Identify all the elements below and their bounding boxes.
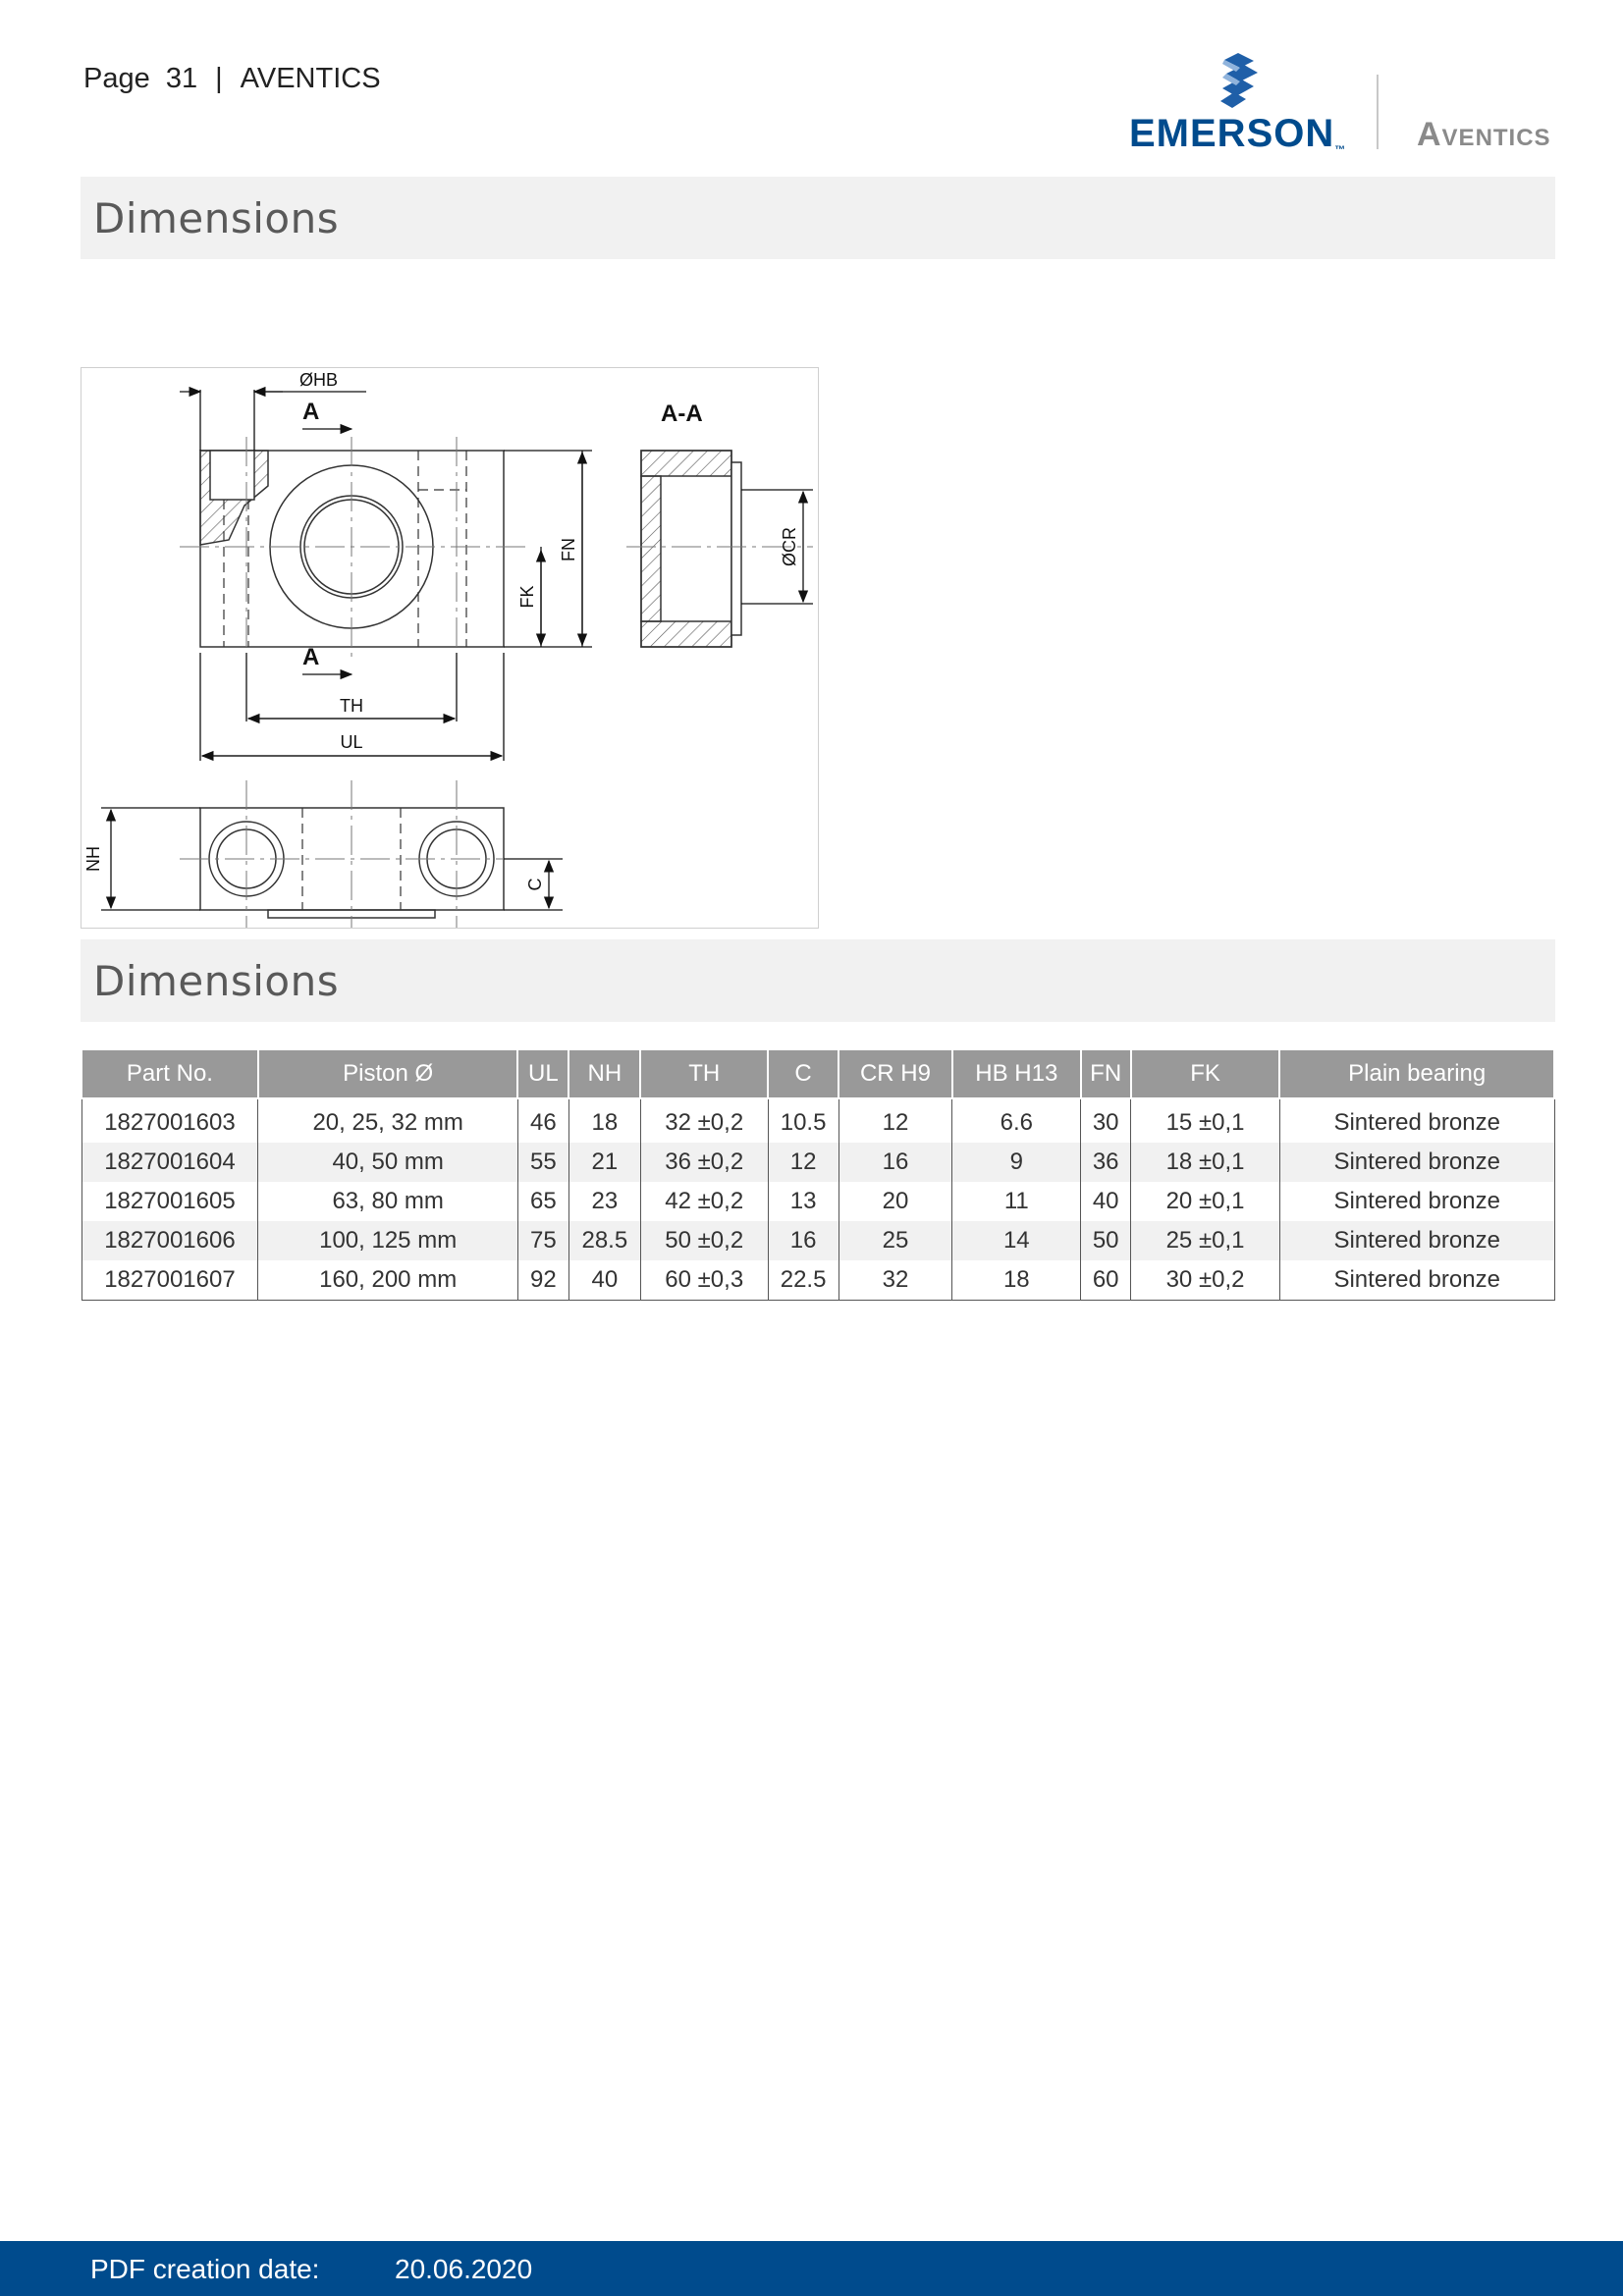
brand-logo xyxy=(1129,51,1600,156)
table-row xyxy=(81,1182,1554,1221)
page-header xyxy=(83,63,381,95)
table-row xyxy=(81,1221,1554,1260)
column-header: Piston Ø xyxy=(258,1049,518,1098)
dimensions-table xyxy=(81,1048,1555,1301)
table-cell: 18 ±0,1 xyxy=(1131,1143,1280,1182)
table-cell: 15 ±0,1 xyxy=(1131,1098,1280,1143)
footer-label: PDF creation date: xyxy=(90,2254,320,2284)
table-cell: 1827001603 xyxy=(81,1098,258,1143)
table-header-row xyxy=(81,1049,1554,1098)
table-cell: 100, 125 mm xyxy=(258,1221,518,1260)
column-header: Plain bearing xyxy=(1279,1049,1554,1098)
table-cell: 13 xyxy=(768,1182,839,1221)
logo-divider xyxy=(1377,75,1379,149)
section-title: Dimensions xyxy=(93,194,340,242)
table-cell: 42 ±0,2 xyxy=(640,1182,768,1221)
label-c: C xyxy=(525,878,545,891)
column-header: HB H13 xyxy=(952,1049,1081,1098)
column-header: CR H9 xyxy=(839,1049,952,1098)
table-cell: 22.5 xyxy=(768,1260,839,1301)
table-cell: 25 ±0,1 xyxy=(1131,1221,1280,1260)
table-cell: 40 xyxy=(568,1260,640,1301)
table-cell: 50 ±0,2 xyxy=(640,1221,768,1260)
label-a-top: A xyxy=(302,399,320,425)
table-cell: 55 xyxy=(517,1143,568,1182)
table-cell: 20 ±0,1 xyxy=(1131,1182,1280,1221)
table-cell: Sintered bronze xyxy=(1279,1143,1554,1182)
table-cell: 1827001605 xyxy=(81,1182,258,1221)
label-fk: FK xyxy=(517,585,537,609)
table-cell: 20, 25, 32 mm xyxy=(258,1098,518,1143)
table-cell: 1827001604 xyxy=(81,1143,258,1182)
table-cell: 11 xyxy=(952,1182,1081,1221)
table-cell: 1827001606 xyxy=(81,1221,258,1260)
table-cell: 60 ±0,3 xyxy=(640,1260,768,1301)
section-title: Dimensions xyxy=(93,957,340,1005)
table-cell: 160, 200 mm xyxy=(258,1260,518,1301)
section-heading-table xyxy=(81,939,1555,1022)
emerson-wordmark: EMERSON™ xyxy=(1129,112,1347,156)
technical-drawing-svg xyxy=(81,368,818,928)
table-cell: 32 ±0,2 xyxy=(640,1098,768,1143)
table-cell: 46 xyxy=(517,1098,568,1143)
column-header: FK xyxy=(1131,1049,1280,1098)
column-header: FN xyxy=(1081,1049,1131,1098)
table-row xyxy=(81,1098,1554,1143)
page-footer xyxy=(0,2241,1623,2296)
table-cell: 12 xyxy=(839,1098,952,1143)
table-cell: 32 xyxy=(839,1260,952,1301)
table-cell: 65 xyxy=(517,1182,568,1221)
table-cell: 40, 50 mm xyxy=(258,1143,518,1182)
column-header: Part No. xyxy=(81,1049,258,1098)
dimension-drawing xyxy=(81,367,819,929)
label-nh: NH xyxy=(83,846,103,872)
column-header: NH xyxy=(568,1049,640,1098)
emerson-logo-icon xyxy=(1211,51,1262,110)
table-row xyxy=(81,1260,1554,1301)
table-cell: Sintered bronze xyxy=(1279,1182,1554,1221)
table-cell: 20 xyxy=(839,1182,952,1221)
label-cr: ØCR xyxy=(780,527,799,566)
table-cell: 28.5 xyxy=(568,1221,640,1260)
label-hb: ØHB xyxy=(299,370,339,390)
label-ul: UL xyxy=(340,732,363,752)
table-cell: 60 xyxy=(1081,1260,1131,1301)
table-cell: 12 xyxy=(768,1143,839,1182)
table-cell: 75 xyxy=(517,1221,568,1260)
table-cell: 10.5 xyxy=(768,1098,839,1143)
header-brand: AVENTICS xyxy=(240,63,381,94)
table-cell: 23 xyxy=(568,1182,640,1221)
table-cell: 21 xyxy=(568,1143,640,1182)
table-cell: 30 xyxy=(1081,1098,1131,1143)
page-number: 31 xyxy=(165,63,198,94)
table-cell: 18 xyxy=(568,1098,640,1143)
column-header: TH xyxy=(640,1049,768,1098)
table-cell: 30 ±0,2 xyxy=(1131,1260,1280,1301)
table-cell: 36 xyxy=(1081,1143,1131,1182)
table-cell: 36 ±0,2 xyxy=(640,1143,768,1182)
table-cell: 14 xyxy=(952,1221,1081,1260)
table-cell: 9 xyxy=(952,1143,1081,1182)
header-separator: | xyxy=(215,63,223,94)
table-cell: 6.6 xyxy=(952,1098,1081,1143)
section-heading-drawing xyxy=(81,177,1555,259)
label-fn: FN xyxy=(559,538,578,561)
table-cell: 16 xyxy=(768,1221,839,1260)
footer-date: 20.06.2020 xyxy=(395,2254,533,2284)
table-cell: Sintered bronze xyxy=(1279,1260,1554,1301)
column-header: C xyxy=(768,1049,839,1098)
table-cell: 40 xyxy=(1081,1182,1131,1221)
label-a-bottom: A xyxy=(302,644,320,670)
table-cell: 63, 80 mm xyxy=(258,1182,518,1221)
table-cell: 16 xyxy=(839,1143,952,1182)
table-cell: 50 xyxy=(1081,1221,1131,1260)
column-header: UL xyxy=(517,1049,568,1098)
label-th: TH xyxy=(340,696,363,716)
label-section-aa: A-A xyxy=(661,400,703,427)
table-cell: 92 xyxy=(517,1260,568,1301)
table-cell: Sintered bronze xyxy=(1279,1221,1554,1260)
table-cell: 1827001607 xyxy=(81,1260,258,1301)
table-cell: 18 xyxy=(952,1260,1081,1301)
table-row xyxy=(81,1143,1554,1182)
table-cell: 25 xyxy=(839,1221,952,1260)
table-cell: Sintered bronze xyxy=(1279,1098,1554,1143)
page-label: Page xyxy=(83,63,150,94)
aventics-wordmark: Aventics xyxy=(1417,116,1551,153)
